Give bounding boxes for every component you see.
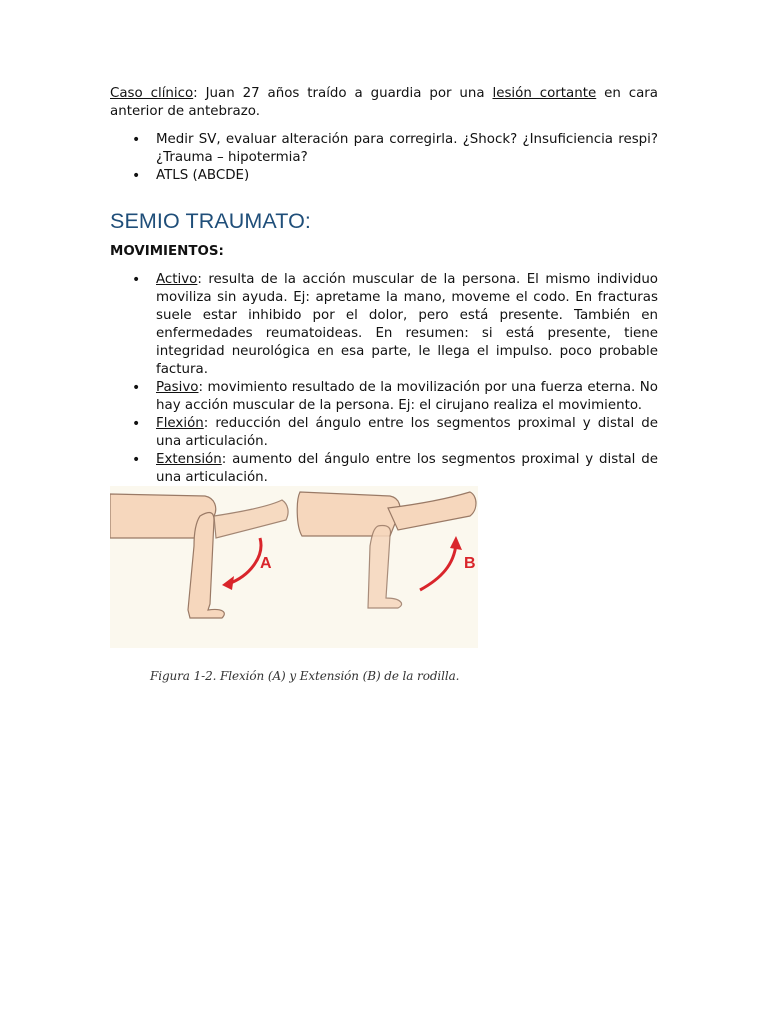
leg-a-ghost [214, 500, 288, 538]
section-title: SEMIO TRAUMATO: [110, 209, 311, 233]
movement-item-activo [110, 271, 658, 379]
figure-caption: Figura 1-2. Flexión (A) y Extensión (B) de la rodilla. [150, 669, 460, 683]
movement-term: Flexión [156, 416, 204, 431]
document-body [110, 85, 658, 487]
movement-item-extension [110, 451, 658, 487]
label-b: B [464, 555, 476, 572]
movement-definition: : reducción del ángulo entre los segmentos proximal y distal de una articulación. [156, 416, 658, 449]
intro-highlight: lesión cortante [492, 86, 597, 101]
intro-bullet: • ATLS (ABCDE) [110, 167, 658, 185]
movement-item-flexion [110, 415, 658, 451]
intro-paragraph [110, 85, 658, 121]
movement-term: Extensión [156, 452, 222, 467]
knee-illustration [110, 486, 478, 648]
movement-definition: : movimiento resultado de la movilización por una fuerza eterna. No hay acción muscular de la persona. Ej: el cirujano realiza el movimiento. [156, 380, 658, 413]
intro-text-2: en cara anterior de antebrazo. [110, 86, 658, 119]
arrow-a-head [222, 576, 234, 590]
leg-b-lower [388, 492, 476, 530]
movement-definition: : resulta de la acción muscular de la persona. El mismo individuo moviliza sin ayuda. Ej: apretame la mano, moveme el codo. En fracturas suele estar inhibido por el dolor, pero está presente. También en enfermedades reumatoideas. En resumen: si está presente, tiene integridad neurológica en esa parte, le llega el impulso. poco probable factura. [156, 272, 658, 377]
arrow-b-head [450, 536, 462, 550]
intro-label: Caso clínico [110, 86, 194, 101]
movement-term: Pasivo [156, 380, 199, 395]
movement-definition: : aumento del ángulo entre los segmentos proximal y distal de una articulación. [156, 452, 658, 485]
leg-a-illustration [110, 494, 288, 618]
intro-bullet-list [110, 131, 658, 185]
intro-bullet: • Medir SV, evaluar alteración para corregirla. ¿Shock? ¿Insuficiencia respi? ¿Trauma – hipotermia? [110, 131, 658, 167]
arrow-b [420, 544, 456, 590]
intro-text-1: : Juan 27 años traído a guardia por una [193, 86, 493, 101]
movements-list [110, 271, 658, 487]
label-a: A [260, 555, 272, 572]
knee-figure [110, 486, 478, 648]
movement-item-pasivo [110, 379, 658, 415]
subsection-title: MOVIMIENTOS: [110, 244, 224, 259]
leg-b-ghost [368, 525, 402, 608]
leg-b-illustration [297, 492, 476, 608]
movement-term: Activo [156, 272, 198, 287]
